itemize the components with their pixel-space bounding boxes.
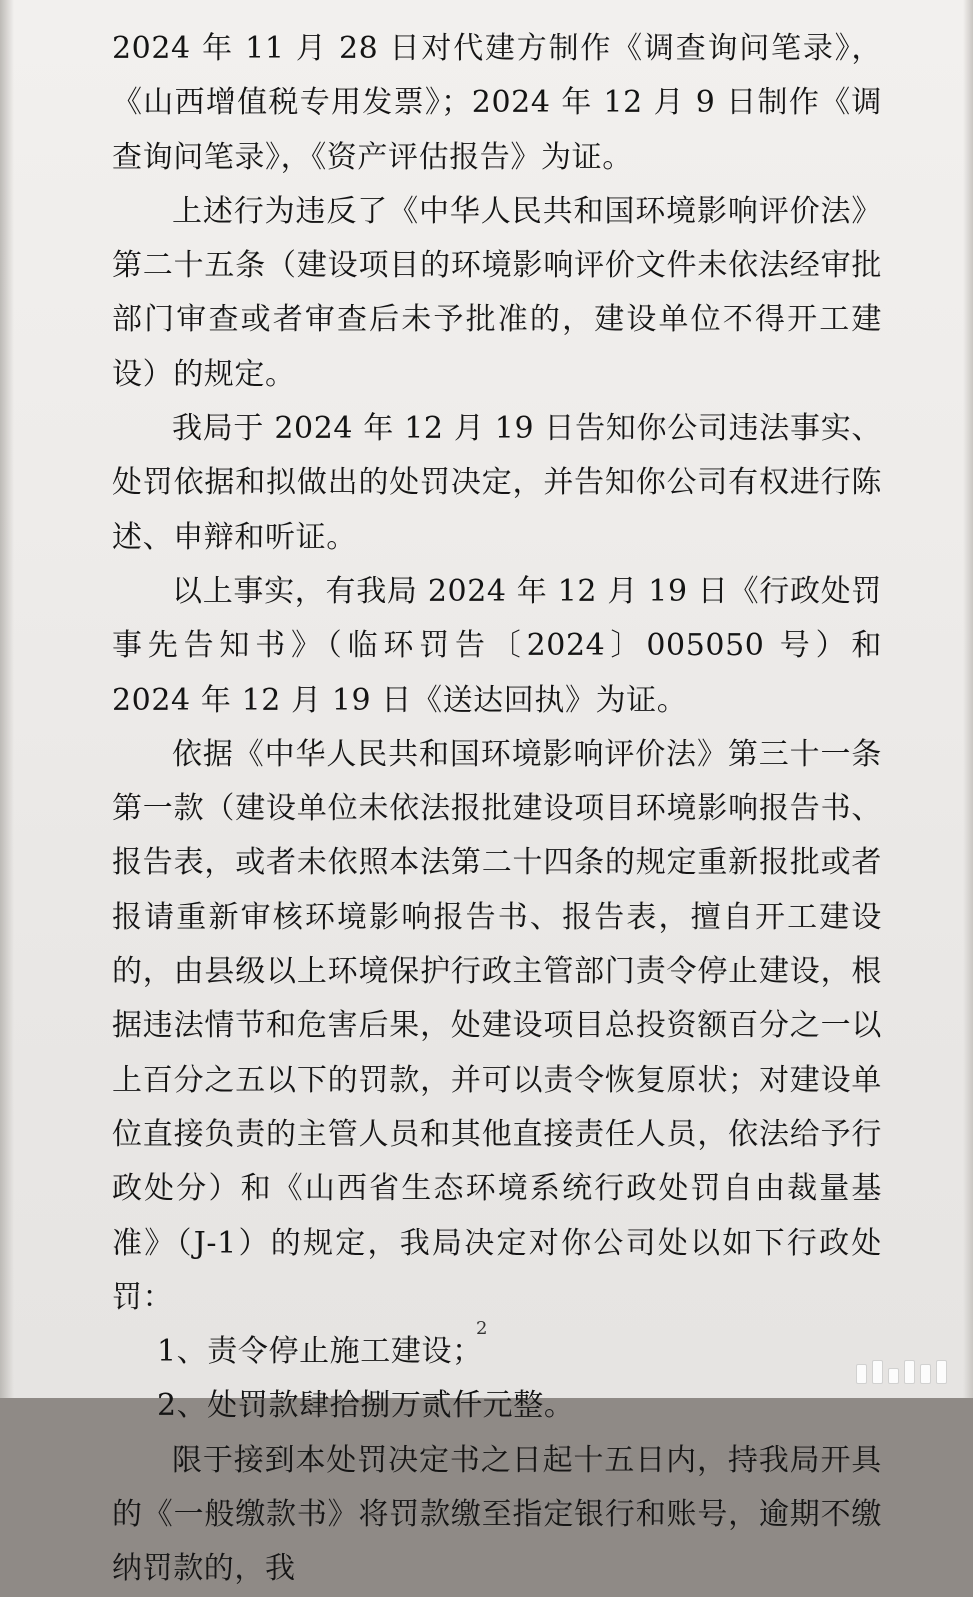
paragraph-payment-deadline: 限于接到本处罚决定书之日起十五日内，持我局开具的《一般缴款书》将罚款缴至指定银行和账号，逾期不缴纳罚款的，我: [112, 1442, 882, 1587]
penalty-item-2: 2、处罚款肆拾捌万贰仟元整。: [157, 1388, 575, 1424]
page-edge-shadow-left: [0, 0, 14, 1398]
page-number: 2: [476, 1318, 488, 1339]
document-body: [112, 22, 882, 1597]
paragraph-violation: 上述行为违反了《中华人民共和国环境影响评价法》第二十五条（建设项目的环境影响评价文件未依法经审批部门审查或者审查后未予批准的，建设单位不得开工建设）的规定。: [112, 193, 882, 392]
paragraph-notification: 我局于 2024 年 12 月 19 日告知你公司违法事实、处罚依据和拟做出的处罚决定，并告知你公司有权进行陈述、申辩和听证。: [112, 411, 882, 555]
penalty-item-1: 1、责令停止施工建设；: [157, 1334, 483, 1370]
paragraph-legal-basis: 依据《中华人民共和国环境影响评价法》第三十一条第一款（建设单位未依法报批建设项目环境影响报告书、报告表，或者未依照本法第二十四条的规定重新报批或者报请重新审核环境影响报告书、报告表，擅自开工建设的，由县级以上环境保护行政主管部门责令停止建设，根据违法情节和危害后果，处建设项目总投资额百分之一以上百分之五以下的罚款，并可以责令恢复原状；对建设单位直接负责的主管人员和其他直接责任人员，依法给予行政处分）和《山西省生态环境系统行政处罚自由裁量基准》（J-1）的规定，我局决定对你公司处以如下行政处罚：: [112, 736, 882, 1315]
page-edge-shadow-right: [963, 0, 973, 1398]
paragraph-facts: 以上事实，有我局 2024 年 12 月 19 日《行政处罚事先告知书》（临环罚告〔2024〕005050 号）和 2024 年 12 月 19 日《送达回执》为证。: [112, 573, 882, 718]
watermark-logo-icon: [856, 1360, 947, 1384]
paragraph-evidence: 2024 年 11 月 28 日对代建方制作《调查询问笔录》，《山西增值税专用发票》；2024 年 12 月 9 日制作《调查询问笔录》，《资产评估报告》为证。: [112, 31, 882, 175]
